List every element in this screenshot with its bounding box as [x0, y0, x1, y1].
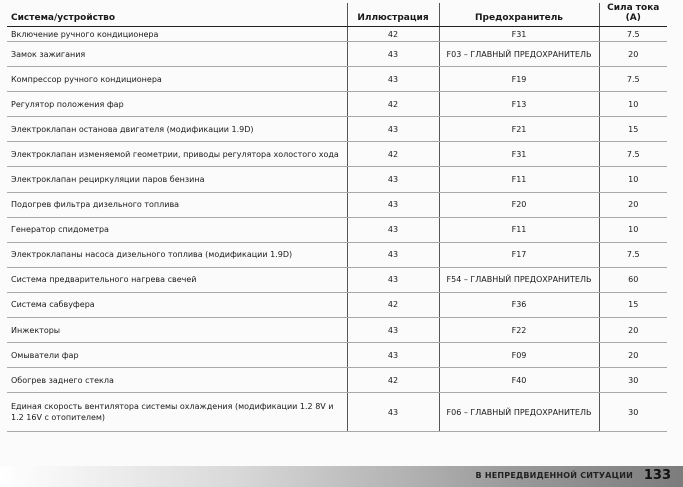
- cell-illustration: 43: [347, 117, 439, 142]
- cell-current: 15: [599, 292, 667, 317]
- cell-device: Электроклапан рециркуляции паров бензина: [7, 167, 347, 192]
- cell-fuse: F54 – ГЛАВНЫЙ ПРЕДОХРАНИТЕЛЬ: [439, 267, 599, 292]
- cell-device: Подогрев фильтра дизельного топлива: [7, 192, 347, 217]
- cell-illustration: 43: [347, 242, 439, 267]
- cell-device: Обогрев заднего стекла: [7, 368, 347, 393]
- table-row: [7, 343, 667, 368]
- cell-device: Омыватели фар: [7, 343, 347, 368]
- cell-illustration: 43: [347, 267, 439, 292]
- cell-current: 7.5: [599, 27, 667, 42]
- table-row: [7, 318, 667, 343]
- header-illustration: Иллюстрация: [347, 3, 439, 27]
- cell-illustration: 42: [347, 27, 439, 42]
- cell-illustration: 43: [347, 343, 439, 368]
- table-row: [7, 267, 667, 292]
- footer-section-title: В НЕПРЕДВИДЕННОЙ СИТУАЦИИ: [475, 471, 633, 480]
- cell-fuse: F17: [439, 242, 599, 267]
- cell-device: Система сабвуфера: [7, 292, 347, 317]
- cell-fuse: F20: [439, 192, 599, 217]
- cell-illustration: 43: [347, 393, 439, 432]
- cell-illustration: 43: [347, 318, 439, 343]
- cell-illustration: 42: [347, 142, 439, 167]
- table-row: [7, 217, 667, 242]
- cell-current: 20: [599, 318, 667, 343]
- cell-illustration: 43: [347, 167, 439, 192]
- cell-illustration: 43: [347, 192, 439, 217]
- cell-current: 7.5: [599, 67, 667, 92]
- cell-fuse: F31: [439, 142, 599, 167]
- cell-device: Электроклапан останова двигателя (модификации 1.9D): [7, 117, 347, 142]
- cell-fuse: F19: [439, 67, 599, 92]
- cell-fuse: F13: [439, 92, 599, 117]
- cell-device: Инжекторы: [7, 318, 347, 343]
- cell-fuse: F11: [439, 167, 599, 192]
- header-device: Система/устройство: [7, 3, 347, 27]
- table-row: [7, 27, 667, 42]
- table-row: [7, 167, 667, 192]
- header-fuse: Предохранитель: [439, 3, 599, 27]
- cell-current: 20: [599, 42, 667, 67]
- cell-fuse: F03 – ГЛАВНЫЙ ПРЕДОХРАНИТЕЛЬ: [439, 42, 599, 67]
- cell-fuse: F09: [439, 343, 599, 368]
- table-header-row: [7, 3, 667, 27]
- cell-device: Электроклапан изменяемой геометрии, приводы регулятора холостого хода: [7, 142, 347, 167]
- header-current: Сила тока (А): [599, 3, 667, 27]
- table-row: [7, 192, 667, 217]
- cell-device: Включение ручного кондиционера: [7, 27, 347, 42]
- cell-device: Регулятор положения фар: [7, 92, 347, 117]
- cell-illustration: 42: [347, 292, 439, 317]
- cell-fuse: F36: [439, 292, 599, 317]
- cell-illustration: 42: [347, 92, 439, 117]
- table-row: [7, 92, 667, 117]
- cell-current: 20: [599, 192, 667, 217]
- cell-current: 60: [599, 267, 667, 292]
- cell-current: 30: [599, 393, 667, 432]
- cell-fuse: F11: [439, 217, 599, 242]
- cell-fuse: F21: [439, 117, 599, 142]
- table-row: [7, 67, 667, 92]
- cell-current: 20: [599, 343, 667, 368]
- cell-illustration: 43: [347, 67, 439, 92]
- cell-current: 30: [599, 368, 667, 393]
- cell-device: Система предварительного нагрева свечей: [7, 267, 347, 292]
- table-row: [7, 42, 667, 67]
- cell-device: Электроклапаны насоса дизельного топлива (модификации 1.9D): [7, 242, 347, 267]
- table-row: [7, 242, 667, 267]
- cell-current: 10: [599, 217, 667, 242]
- cell-current: 7.5: [599, 142, 667, 167]
- table-row: [7, 292, 667, 317]
- cell-fuse: F06 – ГЛАВНЫЙ ПРЕДОХРАНИТЕЛЬ: [439, 393, 599, 432]
- table-row: [7, 142, 667, 167]
- cell-illustration: 43: [347, 42, 439, 67]
- table-row: [7, 393, 667, 432]
- cell-fuse: F22: [439, 318, 599, 343]
- cell-fuse: F31: [439, 27, 599, 42]
- cell-fuse: F40: [439, 368, 599, 393]
- cell-device: Замок зажигания: [7, 42, 347, 67]
- page-number: 133: [643, 468, 671, 483]
- cell-device: Компрессор ручного кондиционера: [7, 67, 347, 92]
- cell-device: Генератор спидометра: [7, 217, 347, 242]
- cell-current: 15: [599, 117, 667, 142]
- table-row: [7, 117, 667, 142]
- cell-illustration: 43: [347, 217, 439, 242]
- cell-current: 10: [599, 92, 667, 117]
- cell-current: 10: [599, 167, 667, 192]
- fuse-table: [7, 3, 667, 432]
- cell-illustration: 42: [347, 368, 439, 393]
- cell-current: 7.5: [599, 242, 667, 267]
- cell-device: Единая скорость вентилятора системы охлаждения (модификации 1.2 8V и 1.2 16V с отопителем): [7, 393, 347, 432]
- table-row: [7, 368, 667, 393]
